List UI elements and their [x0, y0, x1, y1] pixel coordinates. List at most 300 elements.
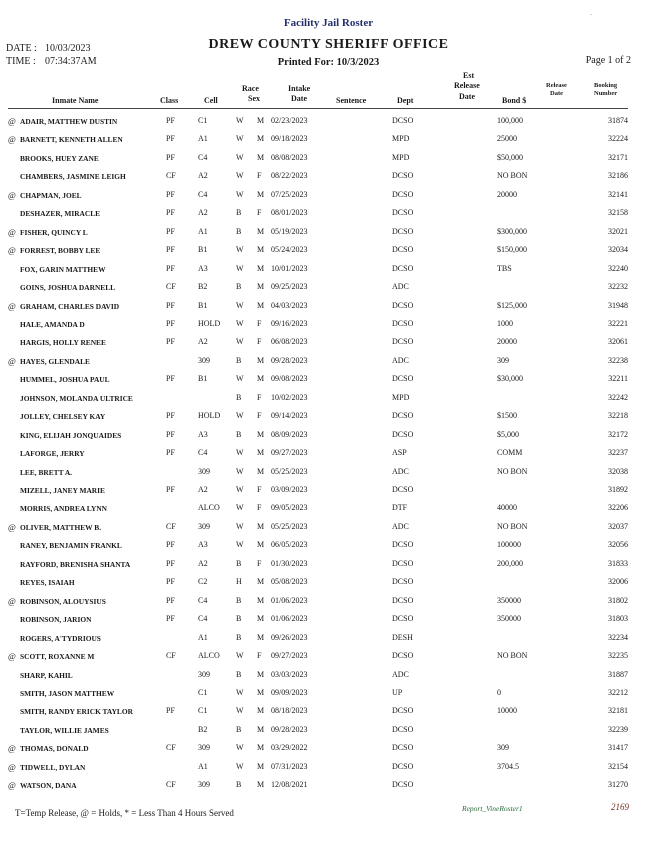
col-release-date-1: Release: [546, 82, 567, 89]
intake-date: 09/28/2023: [271, 724, 308, 734]
inmate-sex: M: [257, 595, 265, 605]
inmate-sex: M: [257, 116, 265, 125]
intake-date: 01/06/2023: [271, 595, 308, 605]
bond-amount: NO BON: [497, 521, 528, 531]
page-indicator: Page 1 of 2: [585, 55, 631, 66]
inmate-name: OLIVER, MATTHEW B.: [20, 522, 102, 532]
booking-number: 32061: [608, 337, 628, 347]
table-row: [0, 538, 657, 556]
table-row: [0, 778, 657, 796]
inmate-name: KING, ELIJAH JONQUAIDES: [20, 430, 122, 440]
bond-amount: 40000: [497, 503, 517, 513]
intake-date: 04/03/2023: [271, 300, 308, 310]
bond-amount: 309: [497, 743, 509, 753]
hold-marker: @: [8, 595, 16, 606]
inmate-name: MORRIS, ANDREA LYNN: [20, 504, 107, 514]
booking-number: 31803: [608, 614, 628, 624]
inmate-name: ROBINSON, JARION: [20, 615, 92, 625]
footer-legend: T=Temp Release, @ = Holds, * = Less Than 4 Hours Served: [15, 808, 234, 818]
inmate-cell: A1: [198, 134, 208, 144]
inmate-class: PF: [166, 318, 175, 328]
intake-date: 05/25/2023: [271, 521, 308, 531]
inmate-race: B: [236, 632, 242, 642]
table-row: [0, 723, 657, 741]
table-row: [0, 206, 657, 224]
inmate-sex: M: [257, 724, 265, 734]
inmate-sex: M: [257, 761, 265, 771]
table-row: [0, 280, 657, 298]
intake-date: 08/22/2023: [271, 171, 308, 181]
col-intake: Intake: [288, 84, 311, 93]
booking-number: 31417: [608, 743, 628, 753]
table-row: [0, 428, 657, 446]
intake-date: 03/29/2022: [271, 743, 308, 753]
inmate-dept: ADC: [392, 669, 409, 679]
inmate-cell: A3: [198, 540, 208, 550]
hold-marker: @: [8, 189, 16, 200]
booking-number: 32224: [608, 134, 628, 144]
col-est: Est: [463, 71, 475, 80]
inmate-race: W: [236, 152, 244, 162]
inmate-cell: B2: [198, 282, 208, 292]
inmate-name: JOHNSON, MOLANDA ULTRICE: [20, 393, 133, 403]
inmate-name: FORREST, BOBBY LEE: [20, 246, 101, 256]
inmate-dept: DCSO: [392, 558, 414, 568]
hold-marker: @: [8, 355, 16, 366]
inmate-cell: 309: [198, 466, 210, 476]
intake-date: 01/30/2023: [271, 558, 308, 568]
inmate-sex: M: [257, 540, 265, 550]
table-row: [0, 465, 657, 483]
table-row: [0, 262, 657, 280]
inmate-sex: F: [257, 651, 262, 661]
inmate-cell: HOLD: [198, 411, 221, 421]
time-value: 07:34:37AM: [45, 56, 97, 67]
inmate-sex: F: [257, 208, 262, 218]
booking-number: 32056: [608, 540, 628, 550]
inmate-sex: F: [257, 337, 262, 347]
table-row: [0, 132, 657, 150]
date-value: 10/03/2023: [45, 43, 91, 54]
intake-date: 03/03/2023: [271, 669, 308, 679]
inmate-cell: B1: [198, 374, 208, 384]
inmate-sex: M: [257, 226, 265, 236]
bond-amount: NO BON: [497, 171, 528, 181]
inmate-cell: 309: [198, 780, 210, 790]
booking-number: 32034: [608, 245, 628, 255]
intake-date: 09/18/2023: [271, 134, 308, 144]
inmate-cell: C1: [198, 687, 208, 697]
inmate-class: PF: [166, 558, 175, 568]
inmate-sex: M: [257, 282, 265, 292]
inmate-cell: A1: [198, 632, 208, 642]
inmate-sex: F: [257, 392, 262, 402]
inmate-cell: A3: [198, 263, 208, 273]
inmate-name: ADAIR, MATTHEW DUSTIN: [20, 117, 118, 126]
inmate-dept: ADC: [392, 282, 409, 292]
inmate-race: H: [236, 577, 242, 587]
inmate-sex: M: [257, 374, 265, 384]
header-divider: [8, 108, 628, 109]
booking-number: 32234: [608, 632, 628, 642]
inmate-class: PF: [166, 374, 175, 384]
bond-amount: 100000: [497, 540, 521, 550]
inmate-cell: B1: [198, 245, 208, 255]
col-bond: Bond $: [502, 96, 527, 105]
inmate-race: B: [236, 226, 242, 236]
inmate-race: W: [236, 318, 244, 328]
booking-number: 31802: [608, 595, 628, 605]
bond-amount: $300,000: [497, 226, 527, 236]
intake-date: 08/09/2023: [271, 429, 308, 439]
inmate-cell: A1: [198, 761, 208, 771]
col-dept: Dept: [397, 96, 414, 105]
booking-number: 32242: [608, 392, 628, 402]
table-row: [0, 299, 657, 317]
booking-number: 31948: [608, 300, 628, 310]
inmate-sex: M: [257, 448, 265, 458]
inmate-cell: A3: [198, 429, 208, 439]
hold-marker: @: [8, 651, 16, 662]
inmate-name: CHAMBERS, JASMINE LEIGH: [20, 172, 126, 182]
hold-marker: @: [8, 245, 16, 256]
table-row: [0, 188, 657, 206]
inmate-race: W: [236, 300, 244, 310]
inmate-dept: DCSO: [392, 595, 414, 605]
inmate-class: PF: [166, 411, 175, 421]
date-label: DATE :: [6, 43, 37, 54]
intake-date: 07/31/2023: [271, 761, 308, 771]
inmate-class: PF: [166, 540, 175, 550]
table-row: [0, 446, 657, 464]
inmate-race: W: [236, 337, 244, 347]
inmate-name: DESHAZER, MIRACLE: [20, 209, 101, 219]
inmate-race: W: [236, 374, 244, 384]
inmate-race: B: [236, 780, 242, 790]
inmate-sex: F: [257, 171, 262, 181]
inmate-class: PF: [166, 300, 175, 310]
col-cell: Cell: [204, 96, 218, 105]
inmate-race: B: [236, 282, 242, 292]
inmate-class: PF: [166, 245, 175, 255]
printed-for: Printed For: 10/3/2023: [277, 57, 380, 68]
table-row: [0, 169, 657, 187]
booking-number: 32218: [608, 411, 628, 421]
inmate-name: FOX, GARIN MATTHEW: [20, 264, 106, 274]
inmate-race: W: [236, 687, 244, 697]
time-label: TIME :: [6, 56, 36, 67]
intake-date: 09/25/2023: [271, 282, 308, 292]
inmate-name: CHAPMAN, JOEL: [20, 190, 82, 200]
booking-number: 32038: [608, 466, 628, 476]
inmate-dept: DCSO: [392, 724, 414, 734]
inmate-name: WATSON, DANA: [20, 781, 77, 791]
bond-amount: 3704.5: [497, 761, 519, 771]
table-row: [0, 483, 657, 501]
inmate-dept: UP: [392, 687, 403, 697]
inmate-class: PF: [166, 429, 175, 439]
inmate-sex: M: [257, 355, 265, 365]
inmate-race: W: [236, 171, 244, 181]
inmate-sex: M: [257, 245, 265, 255]
inmate-dept: DCSO: [392, 245, 414, 255]
inmate-cell: B1: [198, 300, 208, 310]
booking-number: 31874: [608, 116, 628, 125]
inmate-cell: C4: [198, 152, 208, 162]
inmate-dept: ADC: [392, 521, 409, 531]
inmate-class: CF: [166, 651, 176, 661]
inmate-class: CF: [166, 521, 176, 531]
inmate-cell: B2: [198, 724, 208, 734]
booking-number: 32154: [608, 761, 628, 771]
intake-date: 05/24/2023: [271, 245, 308, 255]
inmate-cell: 309: [198, 355, 210, 365]
inmate-class: PF: [166, 706, 175, 716]
booking-number: 32021: [608, 226, 628, 236]
bond-amount: 25000: [497, 134, 517, 144]
bond-amount: NO BON: [497, 651, 528, 661]
col-intake-date: Date: [291, 94, 307, 103]
booking-number: 32240: [608, 263, 628, 273]
table-row: [0, 741, 657, 759]
bond-amount: 10000: [497, 706, 517, 716]
inmate-race: B: [236, 208, 242, 218]
intake-date: 05/25/2023: [271, 466, 308, 476]
booking-number: 32186: [608, 171, 628, 181]
inmate-cell: A2: [198, 558, 208, 568]
table-row: [0, 225, 657, 243]
bond-amount: TBS: [497, 263, 512, 273]
inmate-race: W: [236, 116, 244, 125]
hold-marker: @: [8, 521, 16, 532]
inmate-race: W: [236, 761, 244, 771]
bond-amount: 350000: [497, 614, 521, 624]
inmate-name: THOMAS, DONALD: [20, 744, 89, 754]
booking-number: 32172: [608, 429, 628, 439]
inmate-name: MIZELL, JANEY MARIE: [20, 486, 105, 495]
col-inmate-name: Inmate Name: [52, 96, 99, 105]
inmate-race: W: [236, 134, 244, 144]
inmate-cell: 309: [198, 669, 210, 679]
inmate-dept: DCSO: [392, 208, 414, 218]
inmate-cell: A1: [198, 226, 208, 236]
inmate-name: ROGERS, A'TYDRIOUS: [20, 633, 101, 643]
table-row: [0, 372, 657, 390]
intake-date: 08/01/2023: [271, 208, 308, 218]
inmate-dept: DCSO: [392, 429, 414, 439]
booking-number: 32037: [608, 521, 628, 531]
table-row: [0, 354, 657, 372]
hold-marker: @: [8, 743, 16, 754]
inmate-dept: DCSO: [392, 263, 414, 273]
inmate-class: PF: [166, 595, 175, 605]
inmate-sex: F: [257, 558, 262, 568]
inmate-race: B: [236, 669, 242, 679]
inmate-name: TAYLOR, WILLIE JAMES: [20, 725, 109, 735]
col-booking-2: Number: [594, 90, 618, 97]
bond-amount: NO BON: [497, 466, 528, 476]
inmate-class: CF: [166, 282, 176, 292]
col-sentence: Sentence: [336, 96, 367, 105]
intake-date: 08/18/2023: [271, 706, 308, 716]
inmate-sex: M: [257, 669, 265, 679]
table-row: [0, 686, 657, 704]
inmate-dept: DCSO: [392, 374, 414, 384]
hold-marker: @: [8, 780, 16, 791]
intake-date: 09/26/2023: [271, 632, 308, 642]
inmate-name: HALE, AMANDA D: [20, 319, 85, 329]
inmate-race: B: [236, 558, 242, 568]
inmate-cell: C1: [198, 706, 208, 716]
table-row: [0, 243, 657, 261]
table-row: [0, 391, 657, 409]
inmate-race: W: [236, 245, 244, 255]
intake-date: 09/27/2023: [271, 448, 308, 458]
inmate-sex: M: [257, 263, 265, 273]
inmate-name: SCOTT, ROXANNE M: [20, 652, 95, 662]
intake-date: 09/05/2023: [271, 503, 308, 513]
booking-number: 32006: [608, 577, 628, 587]
inmate-race: W: [236, 466, 244, 476]
col-release-date-2: Date: [550, 90, 563, 97]
inmate-class: PF: [166, 614, 175, 624]
inmate-name: GOINS, JOSHUA DARNELL: [20, 283, 116, 293]
inmate-class: PF: [166, 189, 175, 199]
inmate-class: PF: [166, 337, 175, 347]
inmate-dept: DCSO: [392, 706, 414, 716]
booking-number: 31833: [608, 558, 628, 568]
inmate-dept: DCSO: [392, 189, 414, 199]
inmate-class: PF: [166, 226, 175, 236]
inmate-class: PF: [166, 116, 175, 125]
col-booking-1: Booking: [594, 82, 618, 89]
table-row: [0, 557, 657, 575]
table-row: [0, 760, 657, 778]
inmate-sex: M: [257, 152, 265, 162]
inmate-cell: A2: [198, 171, 208, 181]
hold-marker: @: [8, 300, 16, 311]
inmate-class: PF: [166, 263, 175, 273]
inmate-class: CF: [166, 171, 176, 181]
bond-amount: 309: [497, 355, 509, 365]
inmate-name: JOLLEY, CHELSEY KAY: [20, 412, 106, 422]
inmate-race: W: [236, 263, 244, 273]
intake-date: 01/06/2023: [271, 614, 308, 624]
hold-marker: @: [8, 226, 16, 237]
inmate-dept: DTF: [392, 503, 408, 513]
inmate-name: BARNETT, KENNETH ALLEN: [20, 135, 123, 145]
inmate-name: RANEY, BENJAMIN FRANKL: [20, 541, 122, 551]
inmate-name: BROOKS, HUEY ZANE: [20, 153, 99, 163]
inmate-dept: MPD: [392, 134, 410, 144]
inmate-name: HUMMEL, JOSHUA PAUL: [20, 375, 110, 385]
col-class: Class: [160, 96, 179, 105]
booking-number: 32221: [608, 318, 628, 328]
inmate-dept: DCSO: [392, 411, 414, 421]
inmate-dept: DCSO: [392, 761, 414, 771]
inmate-sex: M: [257, 521, 265, 531]
inmate-sex: M: [257, 466, 265, 476]
inmate-race: B: [236, 595, 242, 605]
table-row: [0, 409, 657, 427]
inmate-race: B: [236, 614, 242, 624]
inmate-race: W: [236, 503, 244, 513]
intake-date: 06/08/2023: [271, 337, 308, 347]
bond-amount: COMM: [497, 448, 523, 458]
inmate-name: LEE, BRETT A.: [20, 467, 73, 477]
inmate-dept: DCSO: [392, 116, 414, 125]
hold-marker: @: [8, 761, 16, 772]
inmate-name: GRAHAM, CHARLES DAVID: [20, 301, 120, 311]
inmate-class: PF: [166, 208, 175, 218]
inmate-dept: DESH: [392, 632, 413, 642]
inmate-sex: F: [257, 411, 262, 421]
inmate-dept: DCSO: [392, 226, 414, 236]
booking-number: 31270: [608, 780, 628, 790]
inmate-sex: M: [257, 577, 265, 587]
inmate-dept: DCSO: [392, 651, 414, 661]
inmate-cell: C2: [198, 577, 208, 587]
inmate-dept: DCSO: [392, 318, 414, 328]
table-row: [0, 704, 657, 722]
table-row: [0, 520, 657, 538]
bond-amount: 350000: [497, 595, 521, 605]
inmate-dept: DCSO: [392, 780, 414, 790]
intake-date: 09/27/2023: [271, 651, 308, 661]
booking-number: 32238: [608, 355, 628, 365]
inmate-cell: HOLD: [198, 318, 221, 328]
inmate-cell: C4: [198, 595, 208, 605]
booking-number: 32158: [608, 208, 628, 218]
bond-amount: $125,000: [497, 300, 527, 310]
bond-amount: 100,000: [497, 116, 523, 125]
inmate-name: SMITH, JASON MATTHEW: [20, 688, 115, 698]
table-row: [0, 151, 657, 169]
intake-date: 10/01/2023: [271, 263, 308, 273]
inmate-sex: F: [257, 485, 262, 494]
intake-date: 07/25/2023: [271, 189, 308, 199]
hold-marker: @: [8, 116, 16, 126]
inmate-race: W: [236, 651, 244, 661]
bond-amount: 20000: [497, 189, 517, 199]
intake-date: 08/08/2023: [271, 152, 308, 162]
booking-number: 31892: [608, 485, 628, 494]
inmate-name: SHARP, KAHIL: [20, 670, 73, 680]
report-title: Facility Jail Roster: [283, 17, 374, 29]
table-row: [0, 594, 657, 612]
inmate-sex: M: [257, 300, 265, 310]
inmate-sex: M: [257, 706, 265, 716]
intake-date: 05/19/2023: [271, 226, 308, 236]
inmate-dept: MPD: [392, 392, 410, 402]
inmate-cell: C4: [198, 448, 208, 458]
bond-amount: 0: [497, 687, 501, 697]
bond-amount: $1500: [497, 411, 517, 421]
inmate-cell: ALCO: [198, 503, 220, 513]
inmate-class: PF: [166, 485, 175, 494]
inmate-class: PF: [166, 448, 175, 458]
bond-amount: 1000: [497, 318, 513, 328]
inmate-dept: DCSO: [392, 614, 414, 624]
inmate-class: CF: [166, 780, 176, 790]
inmate-cell: A2: [198, 208, 208, 218]
bond-amount: $5,000: [497, 429, 519, 439]
bond-amount: $30,000: [497, 374, 523, 384]
inmate-cell: ALCO: [198, 651, 220, 661]
inmate-dept: DCSO: [392, 300, 414, 310]
inmate-dept: DCSO: [392, 337, 414, 347]
booking-number: 32141: [608, 189, 628, 199]
